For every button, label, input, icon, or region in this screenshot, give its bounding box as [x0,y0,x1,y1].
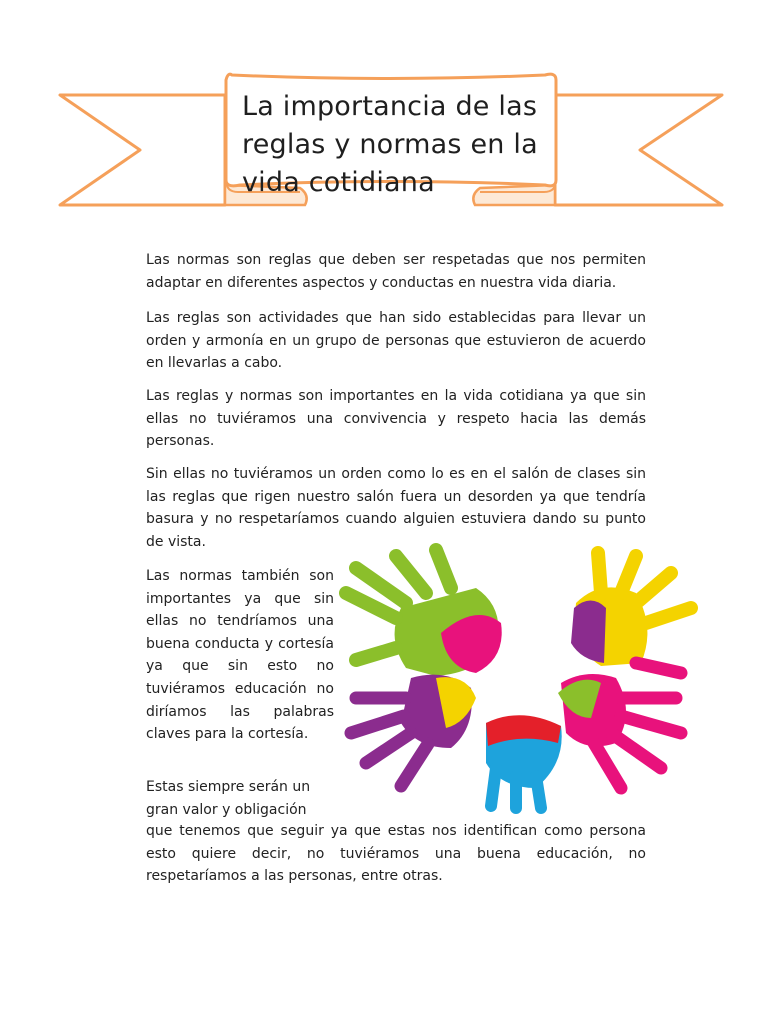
paragraph-5: Las normas también son importantes ya que sin ellas no tendríamos una buena conducta y cortesía ya que sin esto no tuviéramos educación no diríamos las palabras claves para la cortesía. [146,568,334,743]
hand-bottom-center [486,715,562,808]
paragraph-7: que tenemos que seguir ya que estas nos identifican como persona esto quiere decir, no tuviéramos una buena educación, no respetaríamos a las personas, entre otras. [146,823,646,885]
hands-circle-illustration [336,548,722,808]
hand-bottom-left [351,675,476,786]
banner-right-tail [555,95,722,205]
paragraph-4: Sin ellas no tuviéramos un orden como lo es en el salón de clases sin las reglas que rigen nuestro salón fuera un desorden ya que tendría basura y no respetaríamos cuando alguien estuviera dando su punto de vista. [146,466,646,550]
paragraph-3: Las reglas y normas son importantes en la vida cotidiana ya que sin ellas no tuviéramos una convivencia y respeto hacia las demás personas. [146,388,646,450]
hand-top-right [571,553,691,673]
hand-top-left [346,550,502,676]
paragraph-2: Las reglas son actividades que han sido establecidas para llevar un orden y armonía en un grupo de personas que estuvieron de acuerdo en llevarlas a cabo. [146,310,646,372]
page-title: La importancia de las reglas y normas en la vida cotidiana [242,91,538,198]
banner-right-fold [473,185,555,205]
banner-left-tail [60,95,225,205]
paragraph-1: Las normas son reglas que deben ser respetadas que nos permiten adaptar en diferentes aspectos y conductas en nuestra vida diaria. [146,252,646,291]
hand-bottom-right [558,674,681,788]
paragraph-6: Estas siempre serán un gran valor y obligación [146,779,311,818]
